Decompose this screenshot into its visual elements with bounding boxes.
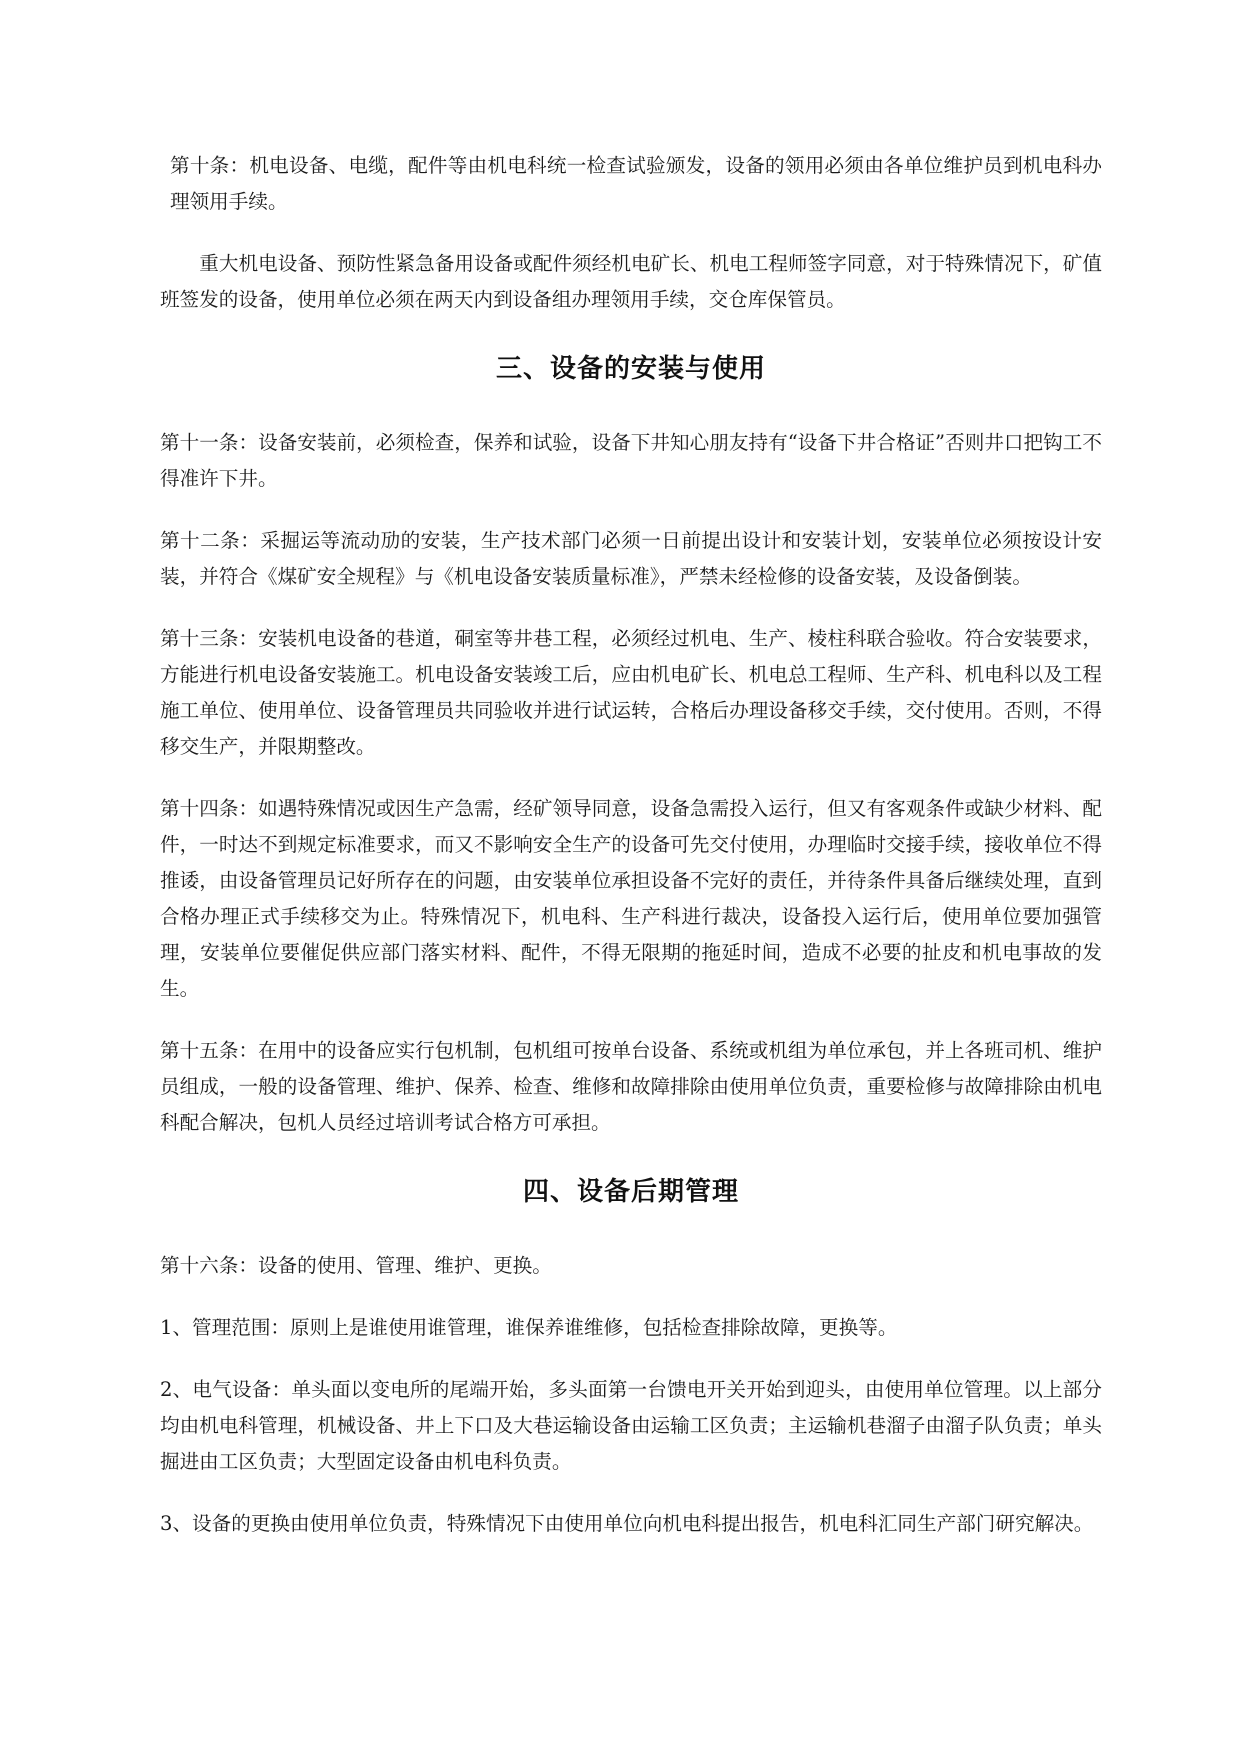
article-10: 第十条：机电设备、电缆，配件等由机电科统一检查试验颁发，设备的领用必须由各单位维护员到机电科办理领用手续。 (170, 154, 1102, 213)
article-14: 第十四条：如遇特殊情况或因生产急需，经矿领导同意，设备急需投入运行，但又有客观条件或缺少材料、配件，一时达不到规定标准要求，而又不影响安全生产的设备可先交付使用，办理临时交接手续，接收单位不得推诿，由设备管理员记好所存在的问题，由安装单位承担设备不完好的责任，并待条件具备后继续处理，直到合格办理正式手续移交为止。特殊情况下，机电科、生产科进行裁决，设备投入运行后，使用单位要加强管理，安装单位要催促供应部门落实材料、配件，不得无限期的拖延时间，造成不必要的扯皮和机电事故的发生。 (160, 797, 1102, 1000)
item-2-electrical-equipment: 2、电气设备：单头面以变电所的尾端开始，多头面第一台馈电开关开始到迎头，由使用单位管理。以上部分均由机电科管理，机械设备、井上下口及大巷运输设备由运输工区负责；主运输机巷溜子由溜子队负责；单头掘进由工区负责；大型固定设备由机电科负责。 (160, 1378, 1102, 1473)
item-3-equipment-replacement: 3、设备的更换由使用单位负责，特殊情况下由使用单位向机电科提出报告，机电科汇同生产部门研究解决。 (160, 1512, 1094, 1535)
article-13: 第十三条：安装机电设备的巷道，硐室等井巷工程，必须经过机电、生产、棱柱科联合验收。符合安装要求，方能进行机电设备安装施工。机电设备安装竣工后，应由机电矿长、机电总工程师、生产科、机电科以及工程施工单位、使用单位、设备管理员共同验收并进行试运转，合格后办理设备移交手续，交付使用。否则，不得移交生产，并限期整改。 (160, 627, 1102, 758)
item-1-management-scope: 1、管理范围：原则上是谁使用谁管理，谁保养谁维修，包括检查排除故障，更换等。 (160, 1316, 898, 1339)
document-body (160, 148, 1102, 1568)
section-heading-installation: 三、设备的安装与使用 (495, 354, 766, 384)
article-11: 第十一条：设备安装前，必须检查，保养和试验，设备下井知心朋友持有“设备下井合格证”否则井口把钩工不得准许下井。 (160, 431, 1102, 490)
section-heading-post-management: 四、设备后期管理 (522, 1177, 739, 1207)
article-10-supplement: 重大机电设备、预防性紧急备用设备或配件须经机电矿长、机电工程师签字同意，对于特殊情况下，矿值班签发的设备，使用单位必须在两天内到设备组办理领用手续，交仓库保管员。 (160, 252, 1102, 311)
article-15: 第十五条：在用中的设备应实行包机制，包机组可按单台设备、系统或机组为单位承包，并上各班司机、维护员组成，一般的设备管理、维护、保养、检查、维修和故障排除由使用单位负责，重要检修与故障排除由机电科配合解决，包机人员经过培训考试合格方可承担。 (160, 1039, 1102, 1134)
article-16: 第十六条：设备的使用、管理、维护、更换。 (160, 1254, 552, 1277)
article-12: 第十二条：采掘运等流动劢的安装，生产技术部门必须一日前提出设计和安装计划，安装单位必须按设计安装，并符合《煤矿安全规程》与《机电设备安装质量标准》，严禁未经检修的设备安装，及设备倒装。 (160, 529, 1102, 588)
